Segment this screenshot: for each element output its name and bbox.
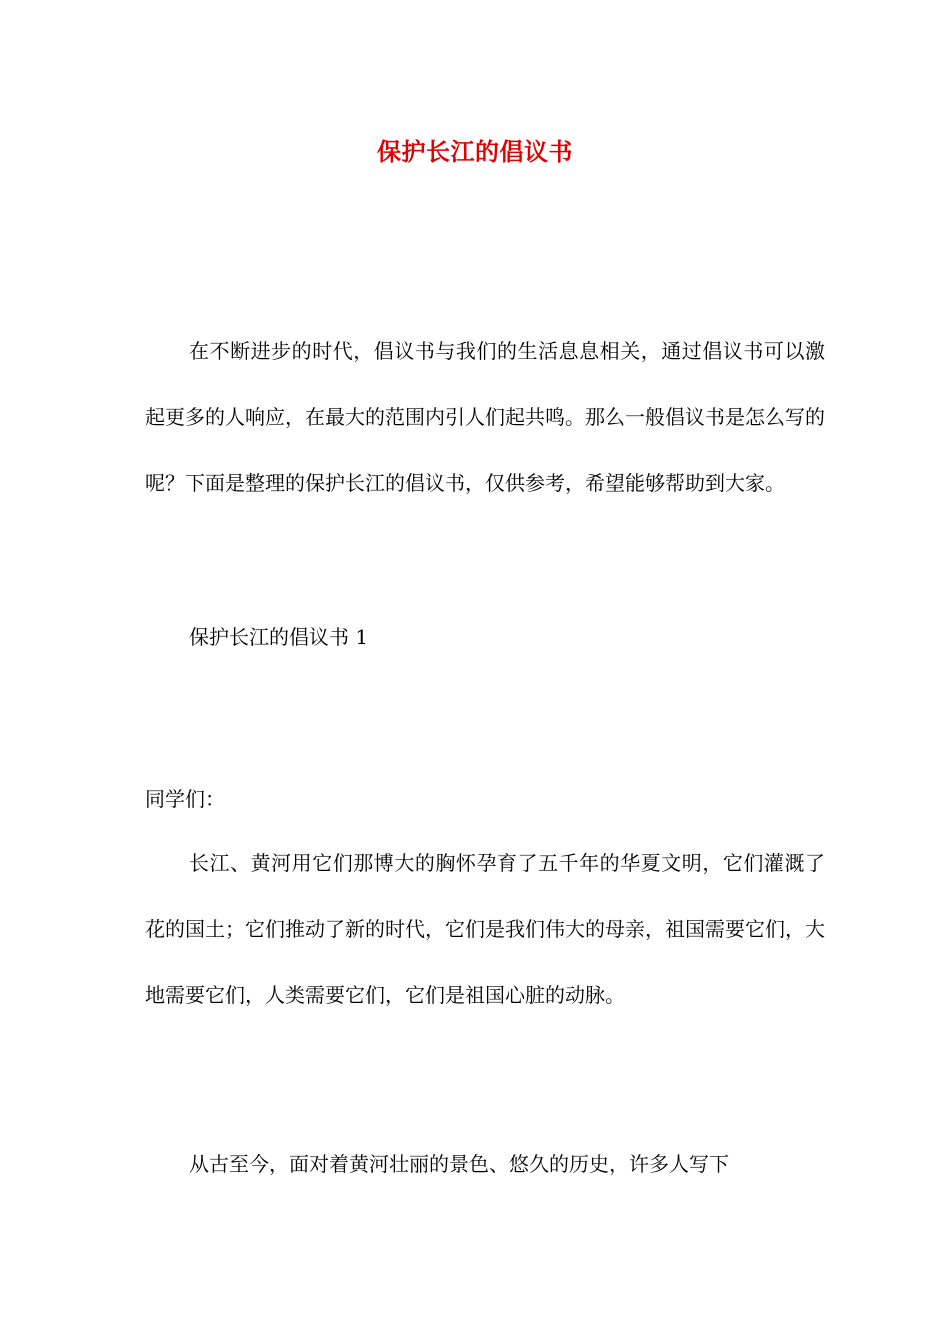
paragraph-1: 长江、黄河用它们那博大的胸怀孕育了五千年的华夏文明，它们灌溉了花的国土；它们推动了新的时代，它们是我们伟大的母亲，祖国需要它们，大地需要它们，人类需要它们，它们是祖国心脏的动脉。 bbox=[145, 851, 825, 1007]
subtitle-block bbox=[145, 604, 825, 670]
paragraph-1-block bbox=[145, 830, 825, 1028]
intro-block bbox=[145, 318, 825, 516]
paragraph-2: 从古至今，面对着黄河壮丽的景色、悠久的历史，许多人写下 bbox=[189, 1152, 729, 1176]
greeting: 同学们： bbox=[145, 787, 225, 811]
greeting-block bbox=[145, 766, 825, 832]
section-subtitle: 保护长江的倡议书 1 bbox=[189, 625, 369, 649]
document-title: 保护长江的倡议书 bbox=[377, 137, 573, 166]
intro-paragraph: 在不断进步的时代，倡议书与我们的生活息息相关，通过倡议书可以激起更多的人响应，在最大的范围内引人们起共鸣。那么一般倡议书是怎么写的呢？下面是整理的保护长江的倡议书，仅供参考，希望能够帮助到大家。 bbox=[145, 339, 825, 495]
paragraph-2-block bbox=[145, 1131, 825, 1197]
